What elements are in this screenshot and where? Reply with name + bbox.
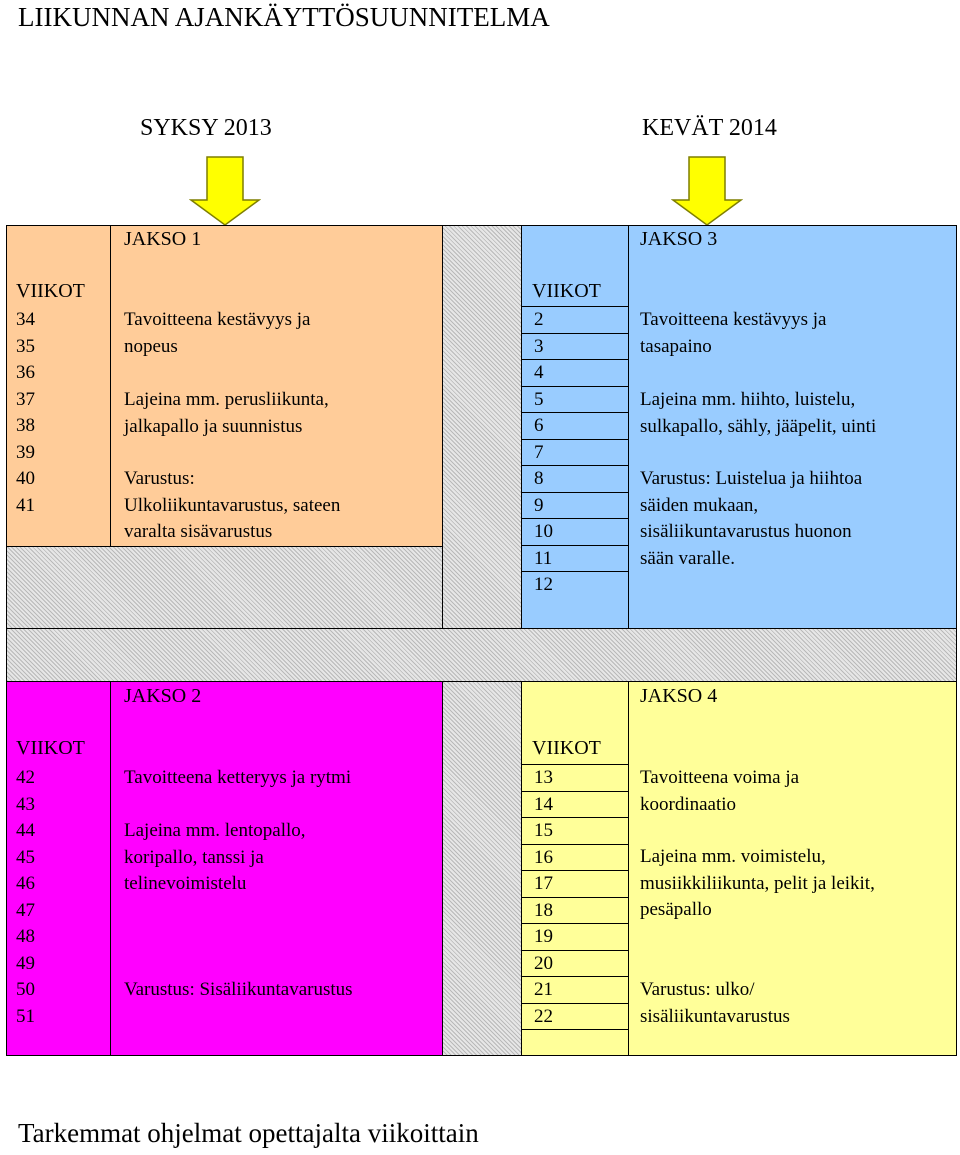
jakso-1-activities: Lajeina mm. perusliikunta, jalkapallo ja suunnistus xyxy=(124,389,329,437)
week-number: 3 xyxy=(522,334,628,361)
week-number: 43 xyxy=(16,793,35,815)
jakso-4-title: JAKSO 4 xyxy=(640,685,718,707)
week-number: 50 xyxy=(16,979,35,1000)
week-number: 11 xyxy=(522,546,628,573)
week-number: 45 xyxy=(16,846,35,868)
jakso-4-equipment: Varustus: ulko/ sisäliikuntavarustus xyxy=(640,979,790,1027)
jakso-1-weeks-label: VIIKOT xyxy=(16,280,85,302)
week-number: 39 xyxy=(16,441,35,463)
week-number: 5 xyxy=(522,387,628,414)
jakso-2-weeks xyxy=(16,765,96,1030)
week-number: 4 xyxy=(522,360,628,387)
jakso-3-equipment: Varustus: Luistelua ja hiihtoa säiden mukaan, sisäliikuntavarustus huonon sään varalle. xyxy=(640,468,863,569)
season-autumn: SYKSY 2013 xyxy=(140,115,272,141)
jakso-1-weeks xyxy=(16,307,96,519)
week-number: 7 xyxy=(522,440,628,467)
week-number: 37 xyxy=(16,388,35,410)
jakso-1-title: JAKSO 1 xyxy=(124,228,202,250)
week-number: 51 xyxy=(16,1005,35,1027)
week-number: 42 xyxy=(16,767,35,788)
week-number: 46 xyxy=(16,873,35,894)
week-number: 19 xyxy=(522,924,628,951)
week-number: 48 xyxy=(16,926,35,947)
jakso-4-weeks xyxy=(522,764,628,1030)
week-number: 8 xyxy=(522,466,628,493)
week-number: 21 xyxy=(522,977,628,1004)
jakso-3-weeks xyxy=(522,306,628,599)
grid-line xyxy=(442,682,443,1055)
jakso-2-weeks-label: VIIKOT xyxy=(16,737,85,759)
jakso-2-goal: Tavoitteena ketteryys ja rytmi xyxy=(124,767,352,788)
jakso-2-title: JAKSO 2 xyxy=(124,685,202,707)
week-number: 47 xyxy=(16,899,35,921)
jakso-3-weeks-label: VIIKOT xyxy=(532,280,601,302)
grid-line xyxy=(442,226,443,628)
week-number: 41 xyxy=(16,494,35,516)
arrow-down-icon xyxy=(189,156,261,226)
jakso-4-weeks-label: VIIKOT xyxy=(532,737,601,759)
week-number: 2 xyxy=(522,307,628,334)
week-number: 15 xyxy=(522,818,628,845)
week-number: 38 xyxy=(16,415,35,436)
week-number: 35 xyxy=(16,335,35,357)
empty-area xyxy=(7,546,442,628)
week-number: 22 xyxy=(522,1004,628,1031)
divider-band xyxy=(7,628,956,682)
season-spring: KEVÄT 2014 xyxy=(642,115,777,141)
jakso-3-goal: Tavoitteena kestävyys ja tasapaino xyxy=(640,309,827,357)
footer-note: Tarkemmat ohjelmat opettajalta viikoittain xyxy=(18,1118,479,1148)
jakso-3-title: JAKSO 3 xyxy=(640,228,718,250)
page-title: LIIKUNNAN AJANKÄYTTÖSUUNNITELMA xyxy=(18,2,550,32)
week-number: 10 xyxy=(522,519,628,546)
week-number: 6 xyxy=(522,413,628,440)
week-number: 13 xyxy=(522,765,628,792)
jakso-4-goal: Tavoitteena voima ja koordinaatio xyxy=(640,767,800,815)
arrow-down-icon xyxy=(671,156,743,226)
week-number: 49 xyxy=(16,952,35,974)
week-number: 34 xyxy=(16,309,35,330)
week-number: 17 xyxy=(522,871,628,898)
week-number: 36 xyxy=(16,362,35,383)
jakso-2-equipment: Varustus: Sisäliikuntavarustus xyxy=(124,979,353,1000)
jakso-3-activities: Lajeina mm. hiihto, luistelu, sulkapallo, sähly, jääpelit, uinti xyxy=(640,389,877,437)
week-number: 44 xyxy=(16,820,35,841)
week-number: 16 xyxy=(522,845,628,872)
week-number: 20 xyxy=(522,951,628,978)
week-number: 14 xyxy=(522,792,628,819)
jakso-1-equipment: Varustus: Ulkoliikuntavarustus, sateen varalta sisävarustus xyxy=(124,468,341,542)
week-number: 40 xyxy=(16,468,35,489)
jakso-2-activities: Lajeina mm. lentopallo, koripallo, tanssi ja telinevoimistelu xyxy=(124,820,306,894)
week-number: 18 xyxy=(522,898,628,925)
jakso-1-goal: Tavoitteena kestävyys ja nopeus xyxy=(124,309,311,357)
week-number: 12 xyxy=(534,574,553,595)
week-number: 9 xyxy=(522,493,628,520)
jakso-4-activities: Lajeina mm. voimistelu, musiikkiliikunta, pelit ja leikit, pesäpallo xyxy=(640,846,875,920)
